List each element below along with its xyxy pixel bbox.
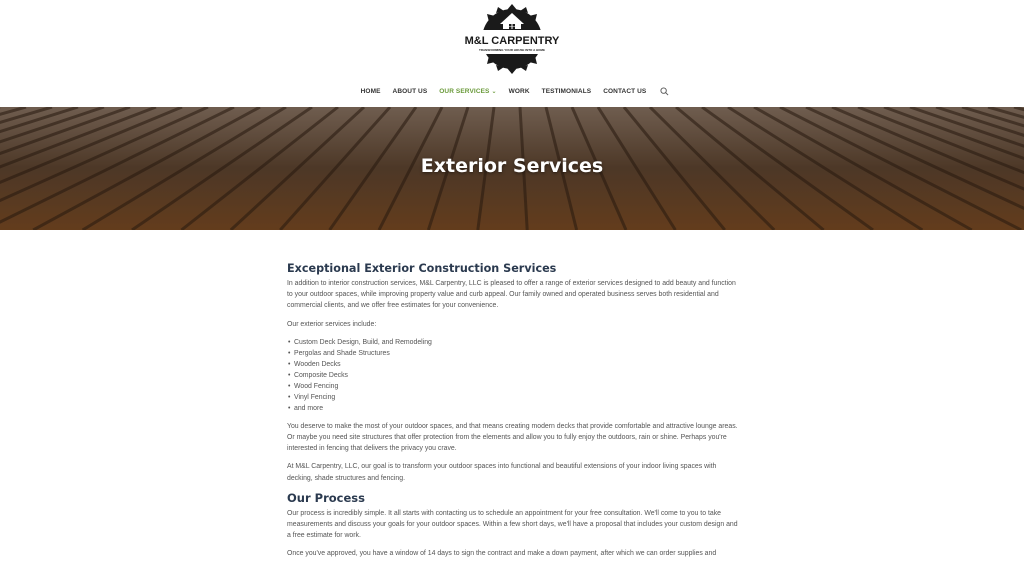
nav-label: CONTACT US [603,87,647,95]
list-item: • Wood Fencing [288,381,739,392]
list-item: • Wooden Decks [288,359,739,370]
site-header [0,0,1024,107]
paragraph: You deserve to make the most of your outdoor spaces, and that means creating modern decks that provide comfortable and attractive lounge areas. Or maybe you need site structures that offer protection from the elements and allow you to fully enjoy the outdoors, rain or shine. Perhaps you're interested in fencing that delivers the privacy you crave. [287,422,738,453]
paragraph: Once you've approved, you have a window of 14 days to sign the contract and make a down payment, after which we can order supplies and [287,550,717,558]
list-item: • Composite Decks [288,370,739,381]
paragraph: Our process is incredibly simple. It all starts with contacting us to schedule an appointment for your free consultation. We'll come to you to take measurements and discuss your goals for your outdoor spaces. Within a few short days, we'll have a proposal that includes your custom design and a free estimate for work. [287,509,738,540]
paragraph: At M&L Carpentry, LLC, our goal is to transform your outdoor spaces into functional and beautiful extensions of your indoor living spaces with decking, shade structures and fencing. [287,463,717,482]
brand-tagline: TRANSFORMING YOUR HOUSE INTO A HOME [478,48,546,52]
list-item: • Custom Deck Design, Build, and Remodeling [288,337,739,348]
services-intro: Our exterior services include: [287,320,377,328]
nav-label: ABOUT US [392,87,428,95]
hero-banner [0,107,1024,230]
section-heading: Exceptional Exterior Construction Services [287,262,557,275]
section-heading: Our Process [287,490,365,505]
nav-label: HOME [360,87,381,95]
list-item: • Vinyl Fencing [288,392,739,403]
services-list [288,337,739,414]
nav-label: WORK [508,87,530,95]
nav-home[interactable] [361,88,381,95]
nav-work[interactable] [509,88,530,95]
search-icon[interactable] [660,87,669,96]
nav-label: OUR SERVICES [439,87,490,95]
nav-testimonials[interactable] [542,88,592,95]
intro-paragraph: In addition to interior construction services, M&L Carpentry, LLC is pleased to offer a range of exterior services designed to add beauty and function to your outdoor spaces, while improving property value and curb appeal. Our family owned and operated business serves both residential and commercial clients, and we offer free estimates for your convenience. [287,280,736,310]
logo[interactable] [462,0,562,78]
list-item: • Pergolas and Shade Structures [288,348,739,359]
chevron-down-icon: ⌄ [491,88,497,95]
main-content [287,262,739,567]
list-item: • and more [288,403,739,414]
nav-our-services[interactable] [439,88,496,95]
nav-label: TESTIMONIALS [541,87,592,95]
brand-name: M&L CARPENTRY [464,35,560,47]
nav-about-us[interactable] [393,88,428,95]
main-nav [0,85,1024,97]
page-title: Exterior Services [420,155,604,177]
nav-contact-us[interactable] [603,88,646,95]
